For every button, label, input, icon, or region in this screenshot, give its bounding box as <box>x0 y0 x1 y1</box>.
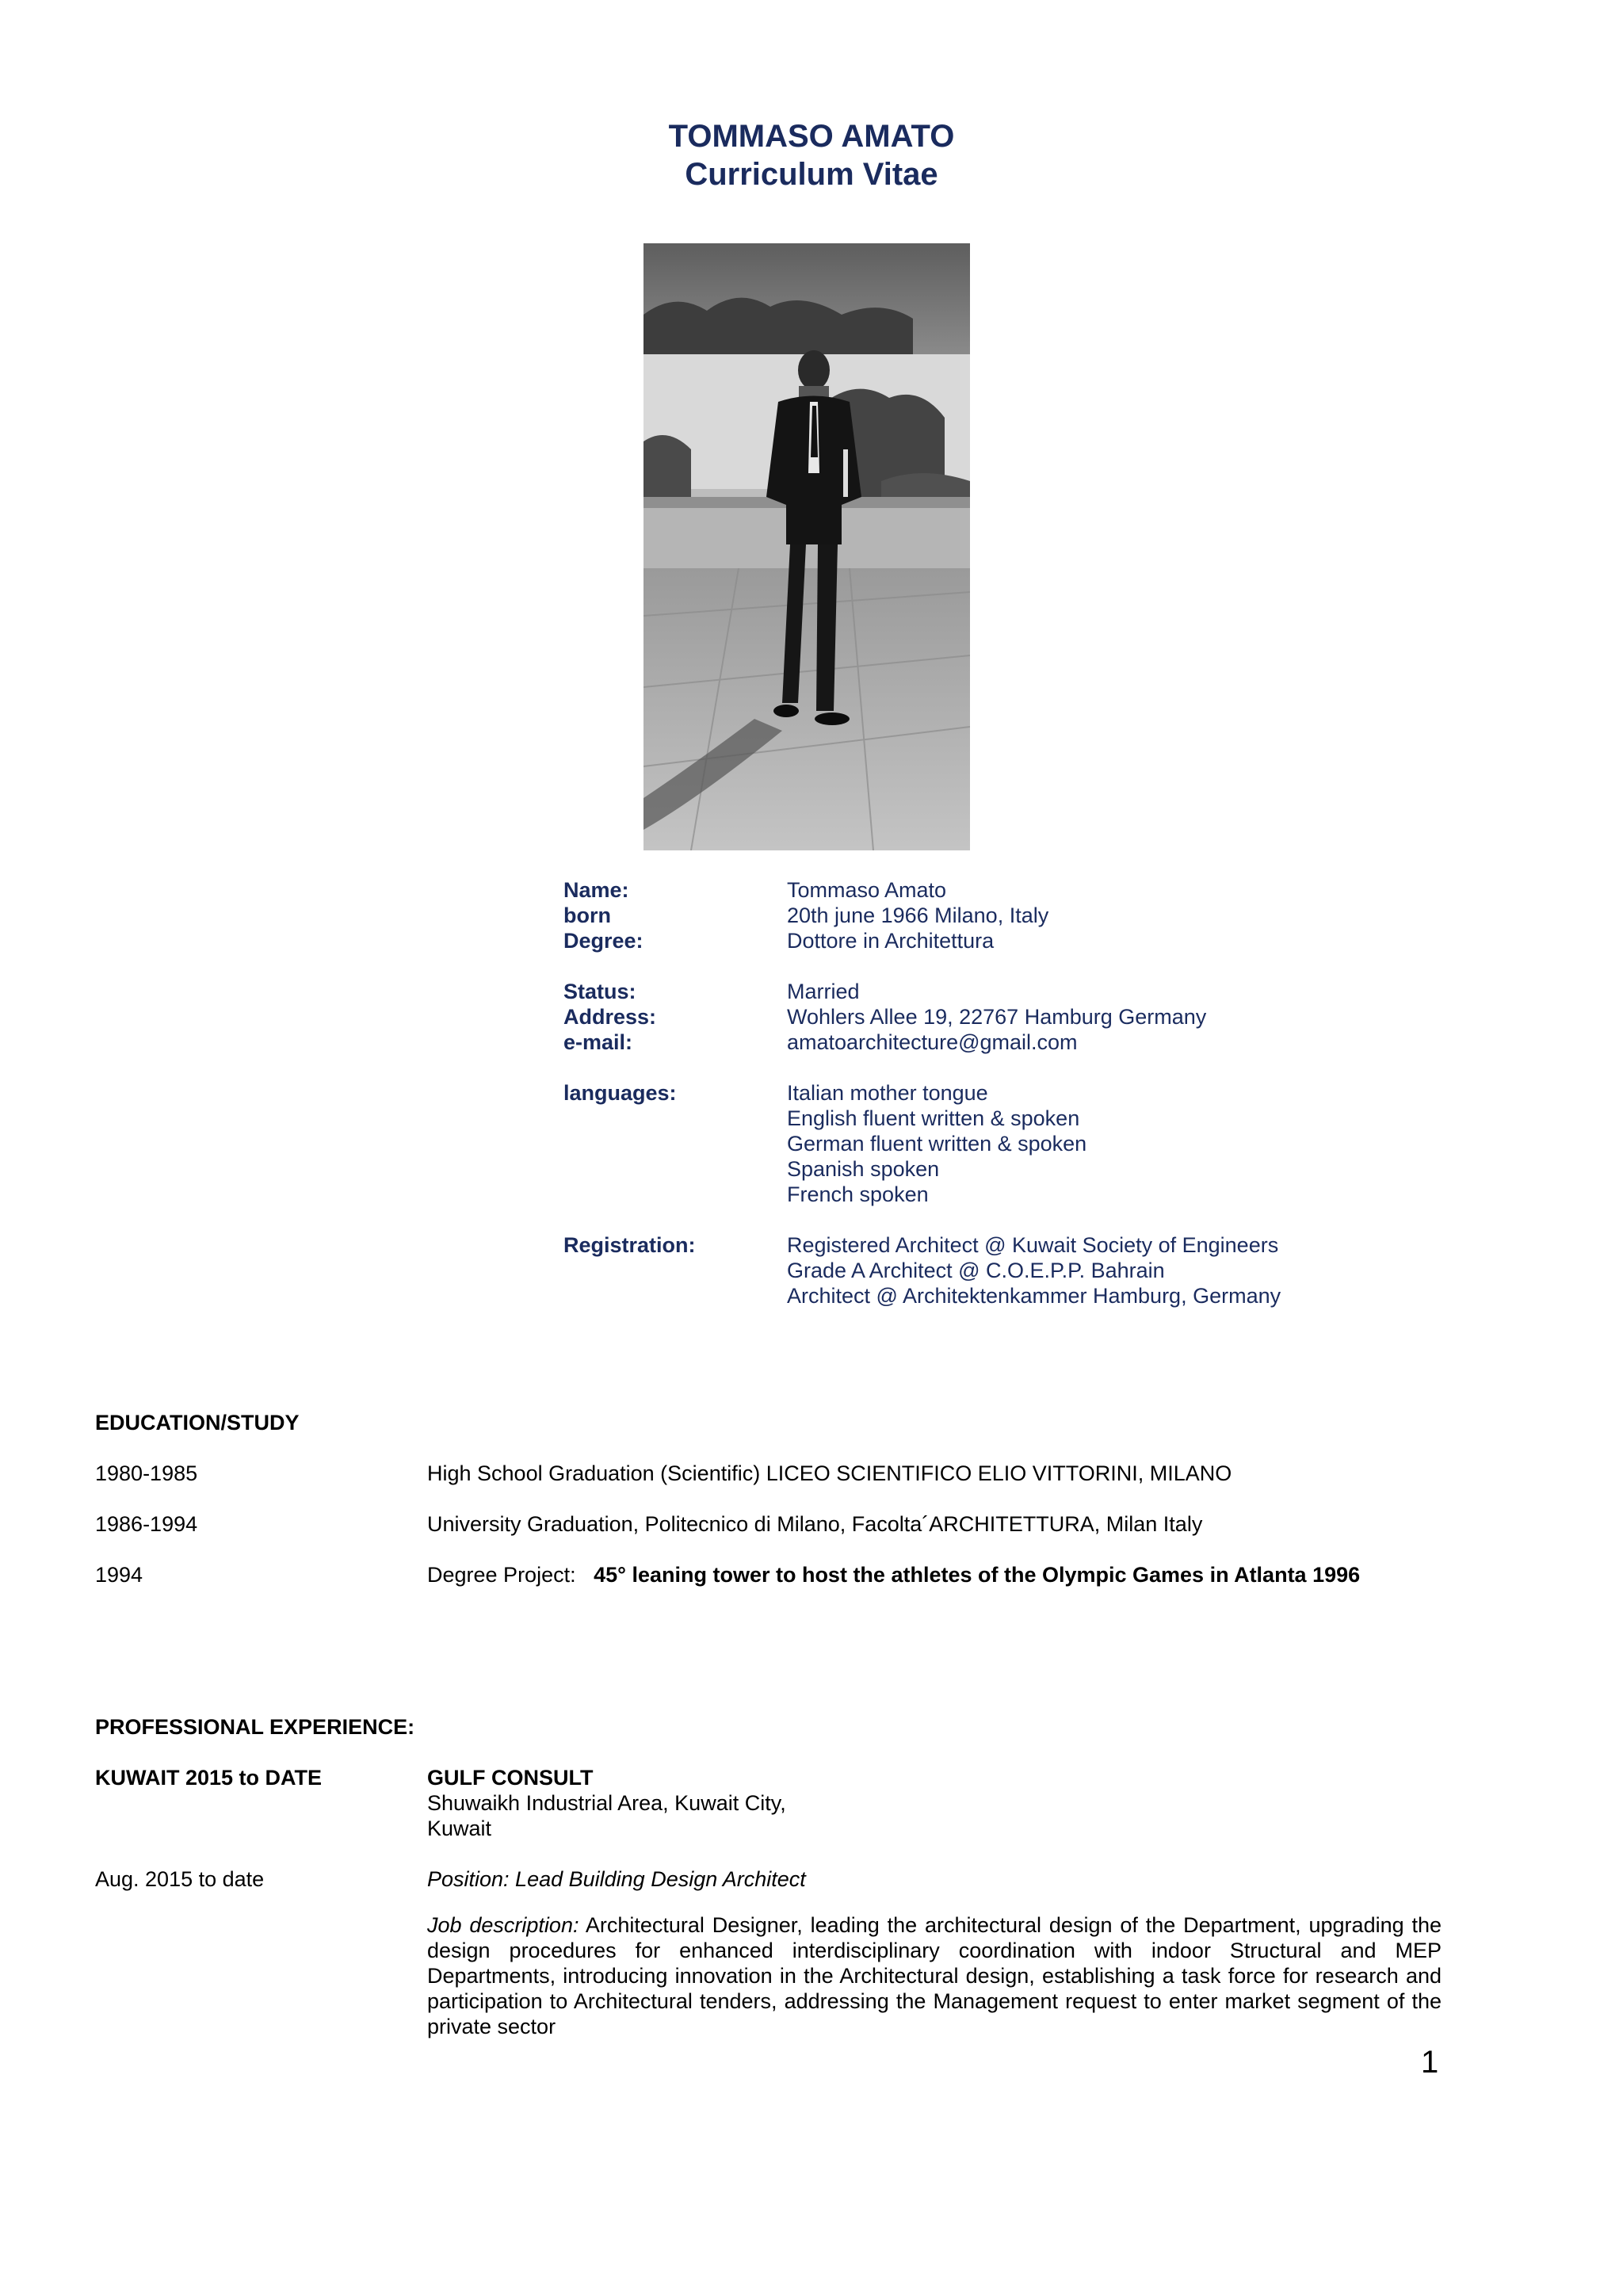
email-label: e-mail: <box>563 1030 633 1054</box>
profile-photo <box>643 243 970 850</box>
education-text: High School Graduation (Scientific) LICEO SCIENTIFICO ELIO VITTORINI, MILANO <box>427 1461 1232 1485</box>
company-country: Kuwait <box>427 1817 492 1840</box>
cv-subtitle: Curriculum Vitae <box>685 157 938 192</box>
education-text: University Graduation, Politecnico di Milano, Facolta´ARCHITETTURA, Milan Italy <box>427 1512 1203 1536</box>
company-name: GULF CONSULT <box>427 1766 594 1790</box>
status-label: Status: <box>563 980 636 1003</box>
company-address: Shuwaikh Industrial Area, Kuwait City, <box>427 1791 786 1815</box>
job-description <box>427 1912 1442 2039</box>
address-value: Wohlers Allee 19, 22767 Hamburg Germany <box>787 1005 1207 1029</box>
language-item: English fluent written & spoken <box>787 1106 1080 1130</box>
job-position: Position: Lead Building Design Architect <box>427 1867 806 1891</box>
experience-heading: PROFESSIONAL EXPERIENCE: <box>95 1715 415 1739</box>
name-value: Tommaso Amato <box>787 878 947 902</box>
education-heading: EDUCATION/STUDY <box>95 1411 300 1435</box>
job-date-range: Aug. 2015 to date <box>95 1867 265 1891</box>
language-item: French spoken <box>787 1182 929 1206</box>
degree-label: Degree: <box>563 929 643 953</box>
language-item: Spanish spoken <box>787 1157 940 1181</box>
cv-name-title: TOMMASO AMATO <box>668 119 955 154</box>
address-label: Address: <box>563 1005 657 1029</box>
registration-label: Registration: <box>563 1233 696 1257</box>
education-degree-project <box>427 1562 1360 1587</box>
name-label: Name: <box>563 878 629 902</box>
registration-item: Registered Architect @ Kuwait Society of Engineers <box>787 1233 1279 1257</box>
education-period: 1986-1994 <box>95 1512 198 1536</box>
born-value: 20th june 1966 Milano, Italy <box>787 904 1049 927</box>
job-description-label: Job description: <box>427 1913 579 1937</box>
languages-label: languages: <box>563 1081 677 1105</box>
education-period: 1994 <box>95 1563 143 1587</box>
born-label: born <box>563 904 611 927</box>
degree-value: Dottore in Architettura <box>787 929 995 953</box>
email-value[interactable]: amatoarchitecture@gmail.com <box>787 1030 1078 1054</box>
page-number: 1 <box>1421 2045 1439 2080</box>
status-value: Married <box>787 980 860 1003</box>
degree-project-title: 45° leaning tower to host the athletes of the Olympic Games in Atlanta 1996 <box>594 1563 1361 1587</box>
experience-location-period: KUWAIT 2015 to DATE <box>95 1766 323 1790</box>
job-description-text: Architectural Designer, leading the architectural design of the Department, upgrading the design procedures for enhanced interdisciplinary coordination with indoor Structural and MEP Departments, introducing innovation in the Architectural design, establishing a task force for research and participation to Architectural tenders, addressing the Management request to enter market segment of the private sector <box>427 1913 1442 2038</box>
registration-item: Architect @ Architektenkammer Hamburg, Germany <box>787 1284 1281 1308</box>
registration-item: Grade A Architect @ C.O.E.P.P. Bahrain <box>787 1259 1165 1282</box>
degree-project-label: Degree Project: <box>427 1563 576 1587</box>
education-period: 1980-1985 <box>95 1461 198 1485</box>
language-item: German fluent written & spoken <box>787 1132 1087 1156</box>
language-item: Italian mother tongue <box>787 1081 988 1105</box>
